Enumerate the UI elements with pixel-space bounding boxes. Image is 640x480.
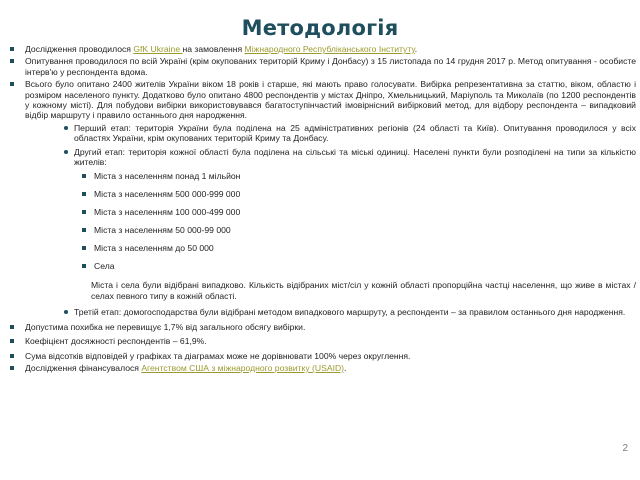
settlement-type: Міста з населенням 100 000-499 000 [82,206,636,224]
settlement-type: Міста з населенням 500 000-999 000 [82,188,636,206]
text: Дослідження фінансувалося [25,362,142,373]
bullet-conducted-by [8,44,636,54]
text: . [414,44,418,54]
settlement-type: Міста з населенням понад 1 мільйон [82,170,636,188]
text: . [344,362,347,373]
text: Дослідження проводилося [25,44,134,54]
stage-one: Перший етап: територія України була поділена на 25 адміністративних регіонів (24 області та Київ). Опитування проводилося у всіх областях України, крім окупованих територій Криму та Донбасу. [64,123,636,144]
stage-three: Третій етап: домогосподарства були відібрані методом випадкового маршруту, а респонденти – за правилом останнього дня народження. [64,307,636,317]
page-number: 2 [622,443,628,454]
page-title: Методологія [241,16,399,40]
bullet-response-rate: Коефіцієнт досяжності респондентів – 61,9%. [8,336,636,346]
text: на замовлення [182,44,245,54]
gfk-link[interactable]: GfK Ukraine [133,44,183,54]
stage-two: Другий етап: територія кожної області була поділена на сільські та міські одиниці. Населені пункти були розподілені на типи за кількістю жителів: [64,147,636,168]
bullet-survey-period: Опитування проводилося по всій Україні (крім окупованих територій Криму і Донбасу) з 15 листопада по 14 грудня 2017 р. Метод опитування - особисте інтерв'ю у респондента вдома. [8,56,636,77]
bullet-sample: Всього було опитано 2400 жителів України віком 18 років і старше, які мають право голосувати. Вибірка репрезентативна за статтю, віком, областю і розміром населеного пункту. Додатково було опитано 4800 респондентів у містах Дніпро, Хмельницький, Маріуполь та Миколаїв (по 1200 респондентів у кожному місті). Для побудови вибірки використовувався багатоступінчастий імовірнісний вибірковий метод, для відбору респондента – випадковий відбір маршруту і правило останнього дня народження. [8,79,636,121]
settlement-type: Міста з населенням 50 000-99 000 [82,224,636,242]
bullet-funding [8,363,636,373]
settlement-type: Села [82,260,636,278]
usaid-link[interactable]: Агентством США з міжнародного розвитку (USAID) [141,362,345,373]
bullet-margin-error: Допустима похибка не перевищує 1,7% від загального обсягу вибірки. [8,322,636,332]
iri-link[interactable]: Міжнародного Республіканського Інституту [244,44,415,54]
methodology-body [8,44,636,375]
bullet-rounding: Сума відсотків відповідей у графіках та діаграмах може не дорівнювати 100% через округлення. [8,351,636,361]
selection-note: Міста і села були відібрані випадково. Кількість відібраних міст/сіл у кожній області пропорційна частці населення, що живе в містах / селах певного типу в кожній області. [91,280,636,301]
settlement-type: Міста з населенням до 50 000 [82,242,636,260]
